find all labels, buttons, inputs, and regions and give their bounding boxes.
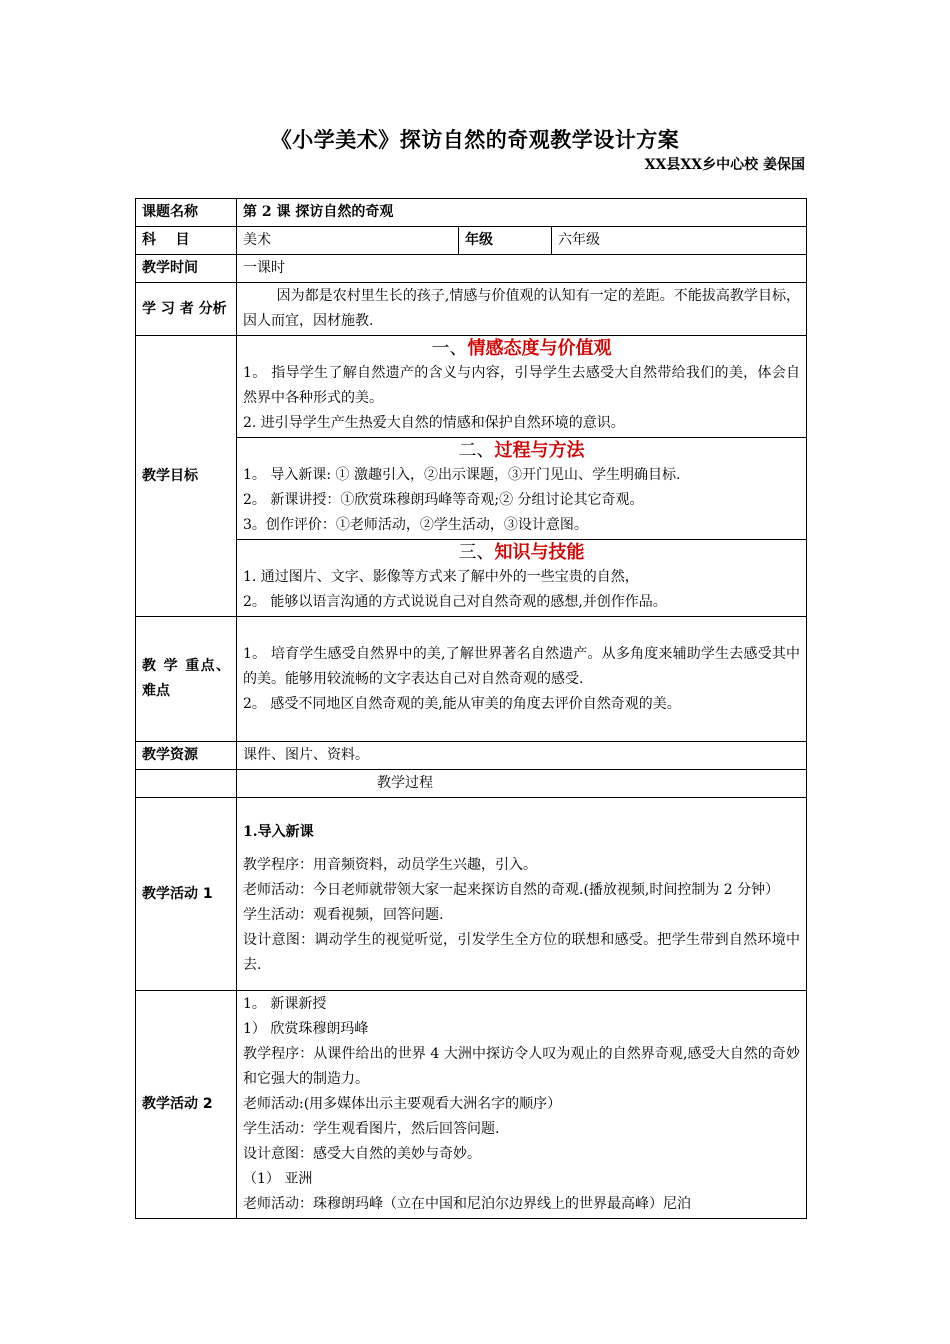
activity2-line: （1） 亚洲 xyxy=(243,1171,313,1187)
goal2-row xyxy=(136,438,807,540)
goal2-number: 二、 xyxy=(458,440,495,461)
activity1-row xyxy=(136,798,807,991)
time-label: 教学时间 xyxy=(136,255,237,283)
goal2-title: 过程与方法 xyxy=(494,440,585,461)
subject-label: 科 目 xyxy=(136,227,237,255)
activity2-line: 老师活动:(用多媒体出示主要观看大洲名字的顺序） xyxy=(243,1096,562,1112)
activity1-line: 学生活动：观看视频，回答问题. xyxy=(243,907,444,923)
resource-label: 教学资源 xyxy=(136,742,237,770)
process-header: 教学过程 xyxy=(237,770,807,798)
key-point-item: 1。 培育学生感受自然界中的美,了解世界著名自然遗产。从多角度来辅助学生去感受其中的美。能够用较流畅的文字表达自己对自然奇观的感受. xyxy=(243,645,801,687)
activity2-line: 老师活动：珠穆朗玛峰（立在中国和尼泊尔边界线上的世界最高峰）尼泊 xyxy=(243,1196,691,1212)
activity2-line: 学生活动：学生观看图片，然后回答问题. xyxy=(243,1121,500,1137)
subject-row xyxy=(136,227,807,255)
activity2-line: 设计意图：感受大自然的美妙与奇妙。 xyxy=(243,1146,481,1162)
goal1-item: 2. 进引导学生产生热爱大自然的情感和保护自然环境的意识。 xyxy=(243,415,625,431)
activity2-row xyxy=(136,991,807,1219)
goal2-item: 1。 导入新课: ① 激趣引入，②出示课题，③开门见山、学生明确目标. xyxy=(243,467,681,483)
learner-label: 学 习 者 分析 xyxy=(136,283,237,336)
resource-value: 课件、图片、资料。 xyxy=(237,742,807,770)
activity1-line: 设计意图：调动学生的视觉听觉，引发学生全方位的联想和感受。把学生带到自然环境中去. xyxy=(243,932,801,973)
document-title: 《小学美术》探访自然的奇观教学设计方案 xyxy=(270,127,680,152)
goal2-item: 3。创作评价：①老师活动，②学生活动，③设计意图。 xyxy=(243,517,588,533)
goal3-item: 1. 通过图片、文字、影像等方式来了解中外的一些宝贵的自然， xyxy=(243,569,639,585)
process-header-empty xyxy=(136,770,237,798)
activity1-line: 教学程序：用音频资料，动员学生兴趣，引入。 xyxy=(243,857,537,873)
key-point-item: 2。 感受不同地区自然奇观的美,能从审美的角度去评价自然奇观的美。 xyxy=(243,695,681,712)
goal3-item: 2。 能够以语言沟通的方式说说自己对自然奇观的感想,并创作作品。 xyxy=(243,594,667,610)
learner-row xyxy=(136,283,807,336)
goal1-item: 1。 指导学生了解自然遗产的含义与内容，引导学生去感受大自然带给我们的美，体会自然界中各种形式的美。 xyxy=(243,365,801,406)
process-header-row xyxy=(136,770,807,798)
lesson-plan-table xyxy=(135,198,807,1219)
goal1-title: 情感态度与价值观 xyxy=(467,338,612,359)
activity2-line: 教学程序：从课件给出的世界 4 大洲中探访令人叹为观止的自然界奇观,感受大自然的奇妙和它强大的制造力。 xyxy=(243,1046,801,1087)
goal1-row xyxy=(136,336,807,438)
key-points-row xyxy=(136,617,807,742)
goal2-heading xyxy=(243,439,800,463)
topic-row xyxy=(136,199,807,227)
document-author: XX县XX乡中心校 姜保国 xyxy=(644,157,805,173)
activity2-label: 教学活动 2 xyxy=(136,991,237,1219)
subject-value: 美术 xyxy=(237,227,459,255)
resource-row xyxy=(136,742,807,770)
activity2-line: 1。 新课新授 xyxy=(243,996,327,1012)
topic-label: 课题名称 xyxy=(136,199,237,227)
topic-value: 第 2 课 探访自然的奇观 xyxy=(237,199,807,227)
activity1-line: 老师活动：今日老师就带领大家一起来探访自然的奇观.(播放视频,时间控制为 2 分钟） xyxy=(243,882,780,898)
goals-label: 教学目标 xyxy=(136,336,237,617)
activity1-heading: 1.导入新课 xyxy=(243,824,314,840)
activity2-line: 1） 欣赏珠穆朗玛峰 xyxy=(243,1021,369,1037)
goal3-row xyxy=(136,540,807,617)
goal2-item: 2。 新课讲授：①欣赏珠穆朗玛峰等奇观;② 分组讨论其它奇观。 xyxy=(243,492,644,508)
goal3-title: 知识与技能 xyxy=(494,542,585,563)
goal3-number: 三、 xyxy=(458,542,495,563)
goal1-heading xyxy=(243,337,800,361)
time-value: 一课时 xyxy=(237,255,807,283)
goal3-heading xyxy=(243,541,800,565)
grade-value: 六年级 xyxy=(552,227,807,255)
key-points-label: 教 学 重点、难点 xyxy=(136,617,237,742)
goal1-number: 一、 xyxy=(431,338,468,359)
learner-value: 因为都是农村里生长的孩子,情感与价值观的认知有一定的差距。不能拔高教学目标，因人而宜，因材施教. xyxy=(237,283,807,336)
time-row xyxy=(136,255,807,283)
grade-label: 年级 xyxy=(459,227,552,255)
activity1-label: 教学活动 1 xyxy=(136,798,237,991)
